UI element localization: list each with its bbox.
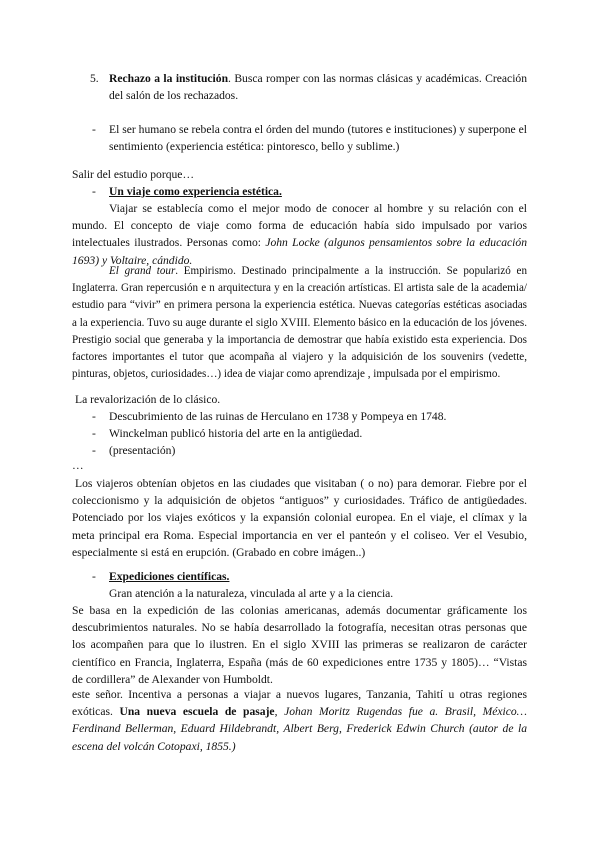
- section2-paragraph-3: [72, 686, 527, 755]
- section2-paragraph-1: Gran atención a la naturaleza, vinculada al arte y a la ciencia.: [109, 587, 394, 600]
- sub-item-winckelman: Winckelman publicó historia del arte en la antigüedad.: [109, 427, 363, 440]
- sub-item-dash: -: [92, 444, 96, 457]
- sub-item-dash: -: [92, 427, 96, 440]
- list-item-rechazo: [109, 70, 527, 104]
- item-text: . Busca romper con las normas clásicas y académicas. Creación del salón de los rechazados.: [109, 72, 528, 103]
- list-number: 5.: [90, 72, 99, 85]
- paragraph-bold: Una nueva escuela de pasaje: [119, 705, 275, 719]
- paragraph-text: este señor. Incentiva a personas a viajar a nuevos lugares, Tanzania, Tahití u otras regiones exóticas.: [72, 688, 527, 719]
- section2-paragraph-2: Se basa en la expedición de las colonias americanas, además documentar gráficamente los descubrimientos naturales. No se había desarrollado la fotografía, necesitan otras personas que los acompañen para que lo ilustren. En el siglo XVIII las primeras se realizaron de carácter científico en Francia, Inglaterra, España (más de 60 expediciones entre 1735 y 1805)… “Vistas de cordillera” de Alexander von Humboldt.: [72, 604, 527, 686]
- sub-item-presentacion: (presentación): [109, 444, 176, 457]
- revalorizacion-line: La revalorización de lo clásico.: [75, 393, 221, 406]
- section1-dash: -: [92, 185, 96, 198]
- grand-tour-italic: El grand tour: [109, 265, 176, 277]
- sub-item-herculano: Descubrimiento de las ruinas de Herculano en 1738 y Pompeya en 1748.: [109, 410, 447, 423]
- section1-heading: Un viaje como experiencia estética.: [109, 185, 282, 198]
- section1-paragraph-2: [72, 263, 527, 383]
- sub-item-dash: -: [92, 410, 96, 423]
- paragraph-text: . Empirismo. Destinado principalmente a la instrucción. Se popularizó en Inglaterra. Gran repercusión e n arquitectura y en la creación artísticas. El artista sale de la academia/ estudio para “vivir” en primera persona la experiencia estética. Nuevas categorías estéticas asociadas a la experiencia. Tuvo su auge durante el siglo XVIII. Elemento básico en la educación de los jóvenes. Prestigio social que generaba y la importancia de demostrar que había existido esta experiencia. Dos factores importantes el tutor que acompaña al viajero y la adquisición de los souvenirs (vedette, pinturas, objetos, curiosidades…) idea de viajar como aprendizaje , impulsada por el empirismo.: [72, 265, 527, 381]
- ellipsis: …: [72, 459, 84, 472]
- section2-dash: -: [92, 570, 96, 583]
- bullet-dash: -: [92, 123, 96, 136]
- section2-heading: Expediciones científicas.: [109, 570, 230, 583]
- salir-line: Salir del estudio porque…: [72, 168, 195, 181]
- section1-paragraph-1: [72, 200, 527, 269]
- paragraph-italic: John Locke (algunos pensamientos sobre la educación 1693) y Voltaire, cándido.: [72, 236, 527, 267]
- item-bold-title: Rechazo a la institución: [109, 72, 229, 85]
- paragraph-text: Viajar se establecía como el mejor modo de conocer al hombre y su relación con el mundo. El concepto de viaje como forma de educación había sido impulsado por varios intelectuales ilustrados. Personas como:: [72, 202, 527, 250]
- paragraph-italic: Johan Moritz Rugendas fue a. Brasil, México… Ferdinand Bellerman, Eduard Hildebrandt, Albert Berg, Frederick Edwin Church (autor de la escena del volcán Cotopaxi, 1855.): [72, 705, 527, 753]
- paragraph-comma: ,: [274, 705, 285, 719]
- bullet-rebel-text: El ser humano se rebela contra el órden del mundo (tutores e instituciones) y superpone el sentimiento (experiencia estética: pintoresco, bello y sublime.): [109, 123, 527, 154]
- section1-paragraph-3: Los viajeros obtenían objetos en las ciudades que visitaban ( o no) para demorar. Fiebre por el coleccionismo y la adquisición de objetos “antiguos” y curiosidades. Tráfico de antigüedades. Potenciado por los viajes exóticos y la expansión colonial europea. En el viaje, el clímax y la meta principal era Roma. Especial importancia en ver el panteón y el coliseo. Ver el Vesubio, especialmente si está en erupción. (Grabado en cobre imágen..): [72, 477, 527, 559]
